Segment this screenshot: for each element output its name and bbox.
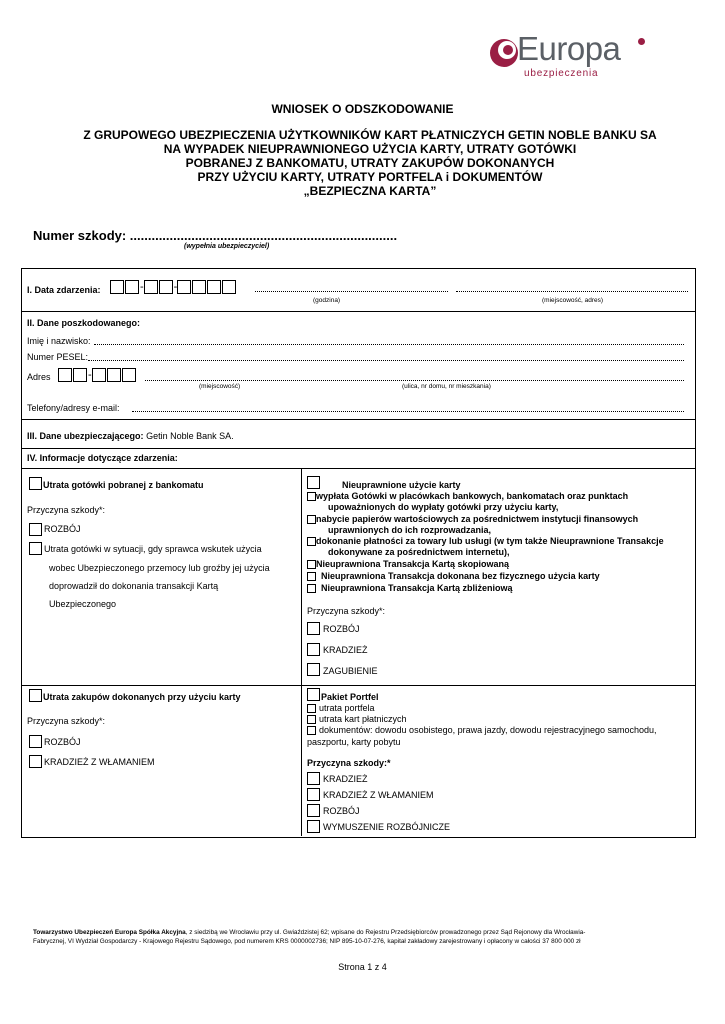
- purchases-burglary-label: KRADZIEŻ Z WŁAMANIEM: [44, 757, 155, 767]
- claim-number-note: (wypełnia ubezpieczyciel): [184, 243, 270, 250]
- section-event-info: [22, 449, 695, 469]
- section-event-date: [22, 269, 695, 312]
- event-row-2: [22, 686, 695, 836]
- heading-line: NA WYPADEK NIEUPRAWNIONEGO UŻYCIA KARTY, UTRATY GOTÓWKI: [163, 142, 577, 156]
- purchases-burglary-checkbox[interactable]: [29, 755, 42, 768]
- phone-label: Telefony/adresy e-mail:: [27, 403, 120, 413]
- address-label: Adres: [27, 372, 51, 382]
- claim-form: [21, 268, 696, 838]
- unauth-item-label: nabycie papierów wartościowych za pośrednictwem instytucji finansowych: [316, 514, 639, 524]
- event-info-label: IV. Informacje dotyczące zdarzenia:: [27, 453, 178, 463]
- place-caption: (miejscowość, adres): [542, 297, 604, 304]
- wallet-theft-checkbox[interactable]: [307, 772, 320, 785]
- date-boxes[interactable]: - -: [110, 280, 237, 294]
- wallet-item-checkbox[interactable]: [307, 704, 316, 713]
- unauth-item-checkbox[interactable]: [307, 560, 316, 569]
- wallet-cause-label: Przyczyna szkody:*: [307, 758, 391, 768]
- street-caption: (ulica, nr domu, nr mieszkania): [402, 383, 491, 390]
- policyholder-value: Getin Noble Bank SA.: [146, 431, 234, 441]
- footer-company: Towarzystwo Ubezpieczeń Europa Spółka Akcyjna: [33, 929, 186, 936]
- wallet-item-line: paszportu, karty pobytu: [307, 737, 401, 747]
- document-title: WNIOSEK O ODSZKODOWANIE: [271, 102, 454, 116]
- section-policyholder: [22, 420, 695, 449]
- heading-line: PRZY UŻYCIU KARTY, UTRATY PORTFELA i DOKUMENTÓW: [197, 170, 543, 184]
- wallet-robbery-checkbox[interactable]: [307, 804, 320, 817]
- unauth-cause-label: Przyczyna szkody*:: [307, 606, 386, 616]
- wallet-item-label: dokumentów: dowodu osobistego, prawa jazdy, dowodu rejestracyjnego samochodu,: [319, 725, 657, 735]
- pesel-label: Numer PESEL:: [27, 352, 89, 362]
- unauth-item-label: dokonanie płatności za towary lub usługi (w tym także Nieuprawnione Transakcje: [316, 536, 664, 546]
- time-caption: (godzina): [313, 297, 341, 304]
- cash-loss-checkbox[interactable]: [29, 477, 42, 490]
- footer-text: , z siedzibą we Wrocławiu przy ul. Gwiaździstej 62; wpisane do Rejestru Przedsiębiorców prowadzonego przez Sąd Rejonowy dla Wrocławia-: [185, 929, 586, 936]
- name-label: Imię i nazwisko:: [27, 336, 91, 346]
- page-number: Strona 1 z 4: [338, 962, 387, 972]
- cash-coercion-label: Utrata gotówki w sytuacji, gdy sprawca wskutek użycia: [44, 544, 262, 554]
- unauth-item-label: Nieuprawniona Transakcja Kartą skopiowaną: [316, 559, 510, 569]
- logo-wordmark: Europa: [517, 30, 621, 67]
- unauth-robbery-label: ROZBÓJ: [323, 624, 360, 634]
- cash-loss-title: Utrata gotówki pobranej z bankomatu: [43, 480, 204, 490]
- city-caption: (miejscowość): [199, 383, 241, 390]
- wallet-burglary-label: KRADZIEŻ Z WŁAMANIEM: [323, 790, 434, 800]
- time-field[interactable]: [255, 291, 448, 292]
- unauth-theft-checkbox[interactable]: [307, 643, 320, 656]
- injured-party-label: II. Dane poszkodowanego:: [27, 318, 141, 328]
- cash-cause-label: Przyczyna szkody*:: [27, 505, 106, 515]
- footer-text: Fabrycznej, VI Wydział Gospodarczy - Krajowego Rejestru Sądowego, pod numerem KRS 0000002736; NIP 895-10-07-276, kapitał zakładowy zarejestrowany i opłacony w całości 37 800 000 zł: [33, 938, 581, 945]
- wallet-package-title: Pakiet Portfel: [321, 692, 379, 702]
- wallet-burglary-checkbox[interactable]: [307, 788, 320, 801]
- place-field[interactable]: [456, 291, 688, 292]
- wallet-extortion-label: WYMUSZENIE ROZBÓJNICZE: [323, 822, 451, 832]
- unauth-item-checkbox[interactable]: [307, 515, 316, 524]
- event-date-label: I. Data zdarzenia:: [27, 285, 101, 295]
- cash-coercion-line: Ubezpieczonego: [49, 599, 117, 609]
- unauth-theft-label: KRADZIEŻ: [323, 645, 368, 655]
- unauth-lost-checkbox[interactable]: [307, 663, 320, 676]
- unauth-item-line: uprawnionych do ich rozprowadzania,: [328, 525, 492, 535]
- cash-coercion-line: doprowadził do dokonania transakcji Kartą: [49, 581, 219, 591]
- unauth-item-label: Nieuprawniona Transakcja Kartą zbliżeniową: [321, 583, 513, 593]
- heading-line: „BEZPIECZNA KARTA”: [303, 184, 437, 198]
- logo-dot-icon: [638, 38, 645, 45]
- wallet-item-label: utrata portfela: [319, 703, 375, 713]
- event-row-1: [22, 469, 695, 686]
- purchases-loss-checkbox[interactable]: [29, 689, 42, 702]
- logo-swirl-icon: [487, 36, 521, 70]
- unauth-robbery-checkbox[interactable]: [307, 622, 320, 635]
- cash-coercion-line: wobec Ubezpieczonego przemocy lub groźby jej użycia: [49, 563, 270, 573]
- unauth-item-label: Nieuprawniona Transakcja dokonana bez fizycznego użycia karty: [321, 571, 600, 581]
- pesel-field[interactable]: [88, 360, 684, 361]
- wallet-robbery-label: ROZBÓJ: [323, 806, 360, 816]
- heading-line: Z GRUPOWEGO UBEZPIECZENIA UŻYTKOWNIKÓW KART PŁATNICZYCH GETIN NOBLE BANKU SA: [83, 128, 657, 142]
- address-field[interactable]: [145, 380, 684, 381]
- wallet-theft-label: KRADZIEŻ: [323, 774, 368, 784]
- cash-robbery-checkbox[interactable]: [29, 523, 42, 536]
- unauth-item-checkbox[interactable]: [307, 492, 316, 501]
- wallet-item-checkbox[interactable]: [307, 726, 316, 735]
- unauth-item-line: upoważnionych do wypłaty gotówki przy użyciu karty,: [328, 502, 559, 512]
- unauth-item-checkbox[interactable]: [307, 537, 316, 546]
- wallet-item-checkbox[interactable]: [307, 715, 316, 724]
- footer-legal: [33, 928, 673, 946]
- europa-logo: [487, 30, 657, 80]
- logo-subtitle: ubezpieczenia: [524, 68, 599, 79]
- unauth-item-line: dokonywane za pośrednictwem internetu),: [328, 547, 510, 557]
- purchases-cause-label: Przyczyna szkody*:: [27, 716, 106, 726]
- purchases-loss-title: Utrata zakupów dokonanych przy użyciu karty: [43, 692, 241, 702]
- purchases-robbery-label: ROZBÓJ: [44, 737, 81, 747]
- cash-robbery-label: ROZBÓJ: [44, 524, 81, 534]
- unauth-lost-label: ZAGUBIENIE: [323, 666, 378, 676]
- claim-number-label: Numer szkody: ..........................................................................: [33, 228, 398, 243]
- section-injured-party: [22, 312, 695, 420]
- wallet-item-label: utrata kart płatniczych: [319, 714, 407, 724]
- wallet-extortion-checkbox[interactable]: [307, 820, 320, 833]
- heading-line: POBRANEJ Z BANKOMATU, UTRATY ZAKUPÓW DOKONANYCH: [185, 156, 555, 170]
- unauth-item-label: wypłata Gotówki w placówkach bankowych, bankomatach oraz punktach: [316, 491, 629, 501]
- unauth-item-checkbox[interactable]: [307, 584, 316, 593]
- policyholder-row: [27, 431, 234, 441]
- document-heading: [30, 128, 710, 198]
- phone-field[interactable]: [132, 411, 684, 412]
- purchases-robbery-checkbox[interactable]: [29, 735, 42, 748]
- unauthorized-use-checkbox[interactable]: [307, 476, 320, 489]
- wallet-package-checkbox[interactable]: [307, 688, 320, 701]
- postcode-boxes[interactable]: -: [58, 368, 137, 382]
- unauth-item-checkbox[interactable]: [307, 572, 316, 581]
- name-field[interactable]: [94, 344, 684, 345]
- unauthorized-use-title: Nieuprawnione użycie karty: [342, 480, 461, 490]
- policyholder-label: III. Dane ubezpieczającego:: [27, 431, 144, 441]
- cash-coercion-checkbox[interactable]: [29, 542, 42, 555]
